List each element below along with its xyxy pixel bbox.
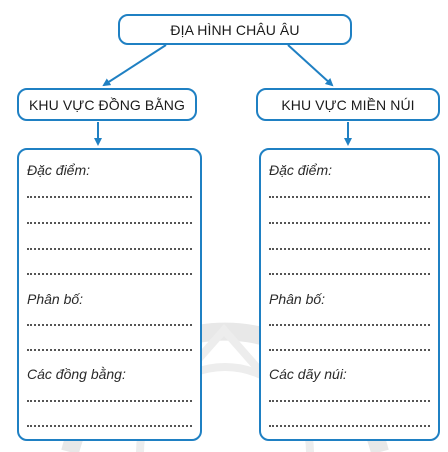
dotted-line (27, 273, 192, 275)
dotted-line (27, 196, 192, 198)
dotted-line (269, 248, 430, 250)
dotted-line (269, 222, 430, 224)
left-section-label-characteristics: Đặc điểm: (27, 162, 91, 178)
right-header-label: KHU VỰC MIỀN NÚI (281, 96, 415, 113)
diagram-title: ĐỊA HÌNH CHÂU ÂU (170, 21, 300, 38)
dotted-line (269, 196, 430, 198)
arrow-title-to-left (104, 45, 166, 85)
left-header-box (17, 88, 197, 121)
left-section-label-plains: Các đồng bằng: (27, 366, 126, 382)
dotted-line (269, 324, 430, 326)
dotted-line (27, 248, 192, 250)
right-section-label-distribution: Phân bố: (269, 291, 326, 307)
dotted-line (269, 349, 430, 351)
right-section-label-mountains: Các dãy núi: (269, 366, 347, 382)
title-box (118, 14, 352, 45)
dotted-line (27, 400, 192, 402)
dotted-line (27, 222, 192, 224)
dotted-line (269, 425, 430, 427)
dotted-line (27, 425, 192, 427)
right-header-box (256, 88, 440, 121)
dotted-line (27, 349, 192, 351)
right-section-label-characteristics: Đặc điểm: (269, 162, 333, 178)
left-header-label: KHU VỰC ĐỒNG BẰNG (28, 96, 185, 113)
left-section-label-distribution: Phân bố: (27, 291, 84, 307)
left-content-box (17, 148, 202, 441)
arrow-title-to-right (288, 45, 332, 85)
dotted-line (269, 273, 430, 275)
dotted-line (269, 400, 430, 402)
dotted-line (27, 324, 192, 326)
right-content-box (259, 148, 440, 441)
